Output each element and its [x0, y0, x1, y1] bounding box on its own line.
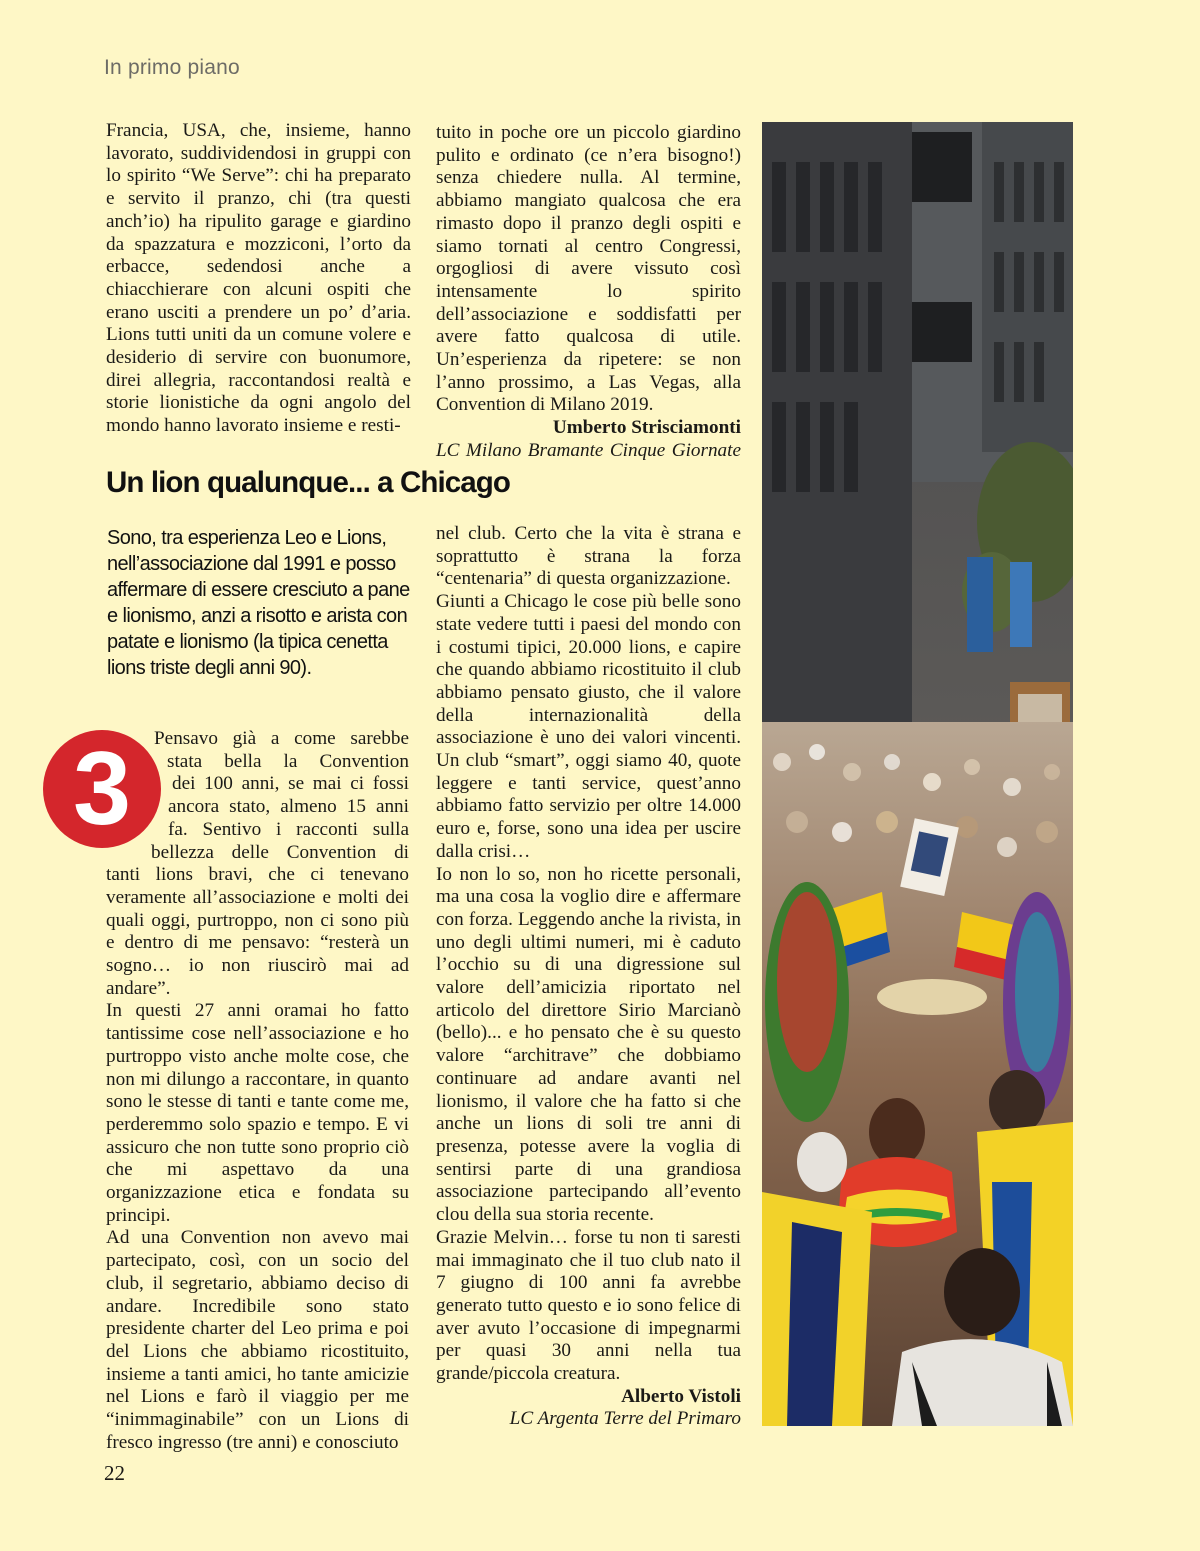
article1-column-2	[436, 122, 741, 463]
article2-col2-paragraph-1: nel club. Certo che la vita è strana e soprattutto è strana la forza “centenaria” di questa organizzazione.	[436, 523, 741, 590]
article1-col2-text: tuito in poche ore un piccolo giardino pulito e ordinato (ce n’era bisogno!) senza chiedere nulla. Al termine, abbiamo mangiato qualcosa che era rimasto dopo il pranzo degli ospiti e siamo tornati al centro Congressi, orgogliosi di avere vissuto così intensamente lo spirito dell’associazione e soddisfatti per avere fatto qualcosa di utile. Un’esperienza da ripetere: se non l’anno prossimo, a Las Vegas, alla Convention di Milano 2019.	[436, 122, 741, 416]
article2-col1-continuation: tanti lions bravi, che ci tenevano veramente all’associazione e molti dei quali oggi, purtroppo, non ci sono più e dentro di me pensavo: “resterà un sogno… io non riuscirò mai ad andare”.	[106, 864, 409, 999]
page-number: 22	[104, 1461, 125, 1485]
wrap-line: dei 100 anni, se mai ci fossi	[172, 773, 409, 795]
article2-col2-paragraph-3: Io non lo so, non ho ricette personali, ma una cosa la voglio dire e affermare con forza. Leggendo anche la rivista, in uno degli ultimi numeri, mi è caduto l’occhio su di una digressione sul valore dell’amicizia riportato nel articolo del direttore Sirio Marcianò (bello)... e ho pensato che è su questo valore “architrave” che dobbiamo continuare ad andare avanti nel lionismo, il valore che ha fatto si che anche un lions di soli tre anni di presenza, potesse avere la voglia di sentirsi parte di una grandiosa associazione partecipando all’evento clou della sua storia recente.	[436, 863, 741, 1226]
article2-col2-paragraph-2: Giunti a Chicago le cose più belle sono state vedere tutti i paesi del mondo con i costumi tipici, 20.000 lions, e capire che quando abbiamo ricostituito il club abbiamo pensato giusto, che il valore della internazionalità della associazione è uno dei valori vincenti. Un club “smart”, oggi siamo 40, quote leggere e tanti service, quest’anno abbiamo fatto servizio per oltre 14.000 euro e, forse, sono una idea per uscire dalla crisi…	[436, 591, 741, 862]
section-number-badge: 3	[43, 730, 161, 848]
article2-headline: Un lion qualunque... a Chicago	[106, 466, 511, 499]
article2-author: Alberto Vistoli	[621, 1385, 741, 1407]
article2-club: LC Argenta Terre del Primaro	[509, 1408, 741, 1430]
convention-parade-photo	[762, 122, 1073, 1426]
article1-author: Umberto Strisciamonti	[552, 417, 741, 439]
wrap-line: fa. Sentivo i racconti sulla	[168, 818, 409, 840]
dropcap-wrapped-text	[106, 728, 409, 864]
article2-col1-paragraph-2: In questi 27 anni oramai ho fatto tantissime cose nell’associazione e ho purtroppo visto anche molte cose, che non mi dilungo a raccontare, in quanto sono le stesse di tanti e tante come me, perderemmo solo spazio e tempo. E vi assicuro che non tutte sono proprio ciò che mi aspettavo da una organizzazione etica e fondata su principi.	[106, 1000, 409, 1226]
article1-col1-text: Francia, USA, che, insieme, hanno lavorato, suddividendosi in gruppi con lo spirito “We Serve”: chi ha preparato e servito il pranzo, chi (tra questi anch’io) ha ripulito garage e giardino da spazzatura e mozziconi, l’orto da erbacce, sedendosi anche a chiacchierare con alcuni ospiti che erano usciti a prendere un po’ d’aria. Lions tutti uniti da un comune volere e desiderio di servire con buonumore, direi allegria, raccontandosi realtà e storie lionistiche da ogni angolo del mondo hanno lavorato insieme e resti-	[106, 120, 411, 437]
article2-column-1	[106, 728, 409, 1455]
article1-club: LC Milano Bramante Cinque Giornate	[436, 439, 741, 461]
article2-column-2	[436, 523, 741, 1431]
article2-col2-paragraph-4: Grazie Melvin… forse tu non ti saresti mai immaginato che il tuo club nato il 7 giugno di 100 anni fa avrebbe generato tutto questo e io sono felice di aver avuto l’occasione di impegnarmi per quasi 30 anni nella tua grande/piccola creatura.	[436, 1226, 741, 1385]
article2-lead: Sono, tra esperienza Leo e Lions, nell’associazione dal 1991 e posso affermare di essere cresciuto a pane e lionismo, anzi a risotto e arista con patate e lionismo (la tipica cenetta lions triste degli anni 90).	[107, 527, 410, 679]
wrap-line: Pensavo già a come sarebbe	[154, 728, 409, 749]
wrap-line: bellezza delle Convention di	[151, 841, 409, 863]
article1-column-1	[106, 120, 411, 438]
wrap-line: stata bella la Convention	[167, 750, 409, 772]
article2-col1-paragraph-3: Ad una Convention non avevo mai partecipato, così, con un socio del club, il segretario, abbiamo deciso di andare. Incredibile sono stato presidente charter del Leo prima e poi del Lions che abbiamo ricostituito, insieme a tanti amici, ho tante amicizie nel Lions e farò il viaggio per me “inimmaginabile” con un Lions di fresco ingresso (tre anni) e conosciuto	[106, 1227, 409, 1453]
wrap-line: ancora stato, almeno 15 anni	[168, 796, 409, 818]
section-label: In primo piano	[104, 56, 240, 79]
